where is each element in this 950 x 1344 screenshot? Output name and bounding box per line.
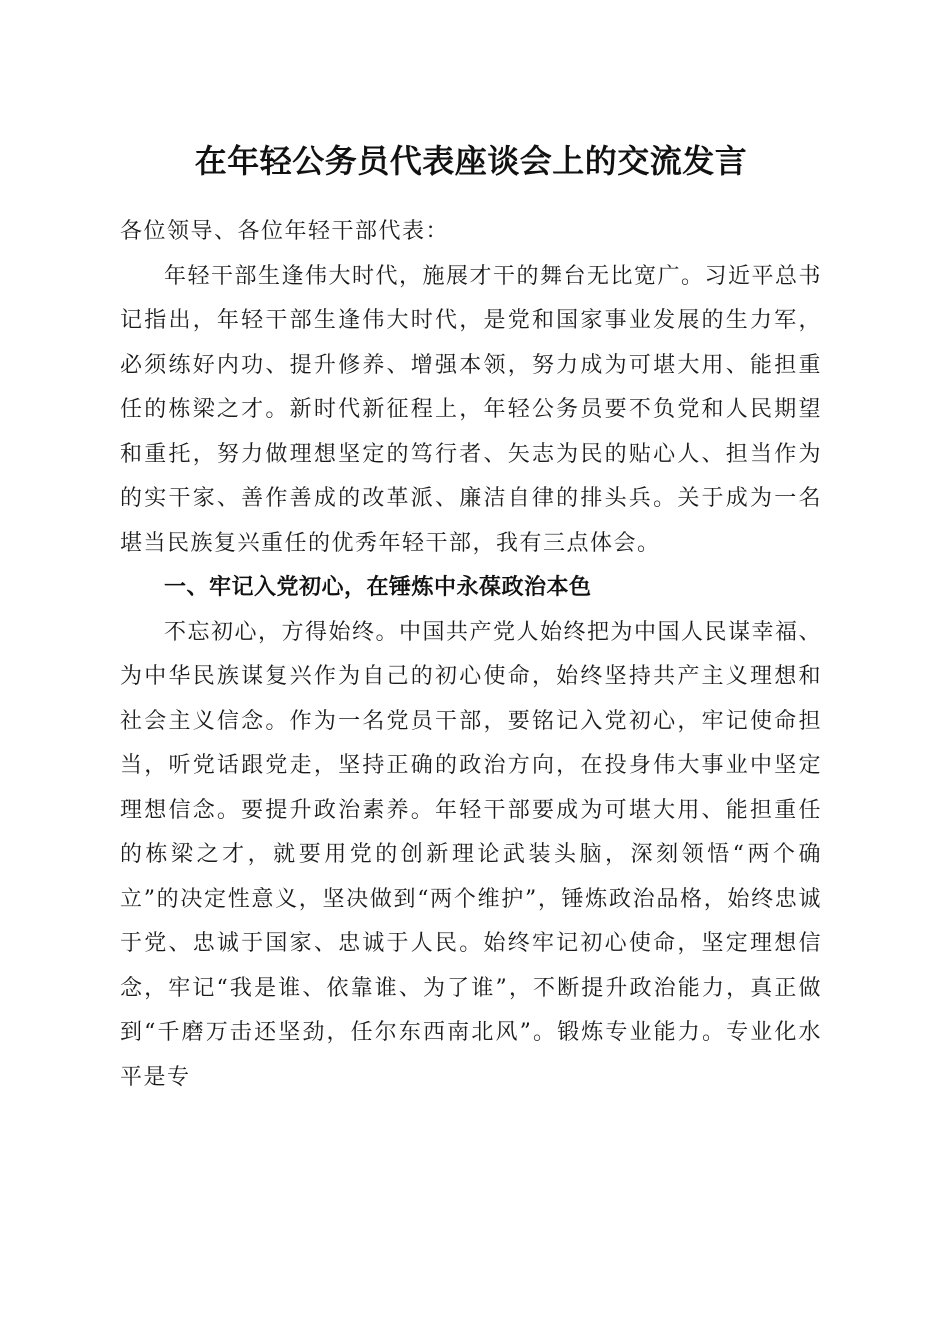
document-title: 在年轻公务员代表座谈会上的交流发言 [194, 142, 748, 180]
document-page [120, 135, 822, 1100]
section-1-paragraph: 不忘初心，方得始终。中国共产党人始终把为中国人民谋幸福、为中华民族谋复兴作为自己的初心使命，始终坚持共产主义理想和社会主义信念。作为一名党员干部，要铭记入党初心，牢记使命担当，听党话跟党走，坚持正确的政治方向，在投身伟大事业中坚定理想信念。要提升政治素养。年轻干部要成为可堪大用、能担重任的栋梁之才，就要用党的创新理论武装头脑，深刻领悟“两个确立”的决定性意义，坚决做到“两个维护”，锤炼政治品格，始终忠诚于党、忠诚于国家、忠诚于人民。始终牢记初心使命，坚定理想信念，牢记“我是谁、依靠谁、为了谁”，不断提升政治能力，真正做到“千磨万击还坚劲，任尔东西南北风”。锻炼专业能力。专业化水平是专 [120, 619, 823, 1090]
section-heading-1: 一、牢记入党初心，在锤炼中永葆政治本色 [164, 575, 592, 600]
intro-paragraph: 年轻干部生逢伟大时代，施展才干的舞台无比宽广。习近平总书记指出，年轻干部生逢伟大时代，是党和国家事业发展的生力军，必须练好内功、提升修养、增强本领，努力成为可堪大用、能担重任的栋梁之才。新时代新征程上，年轻公务员要不负党和人民期望和重托，努力做理想坚定的笃行者、矢志为民的贴心人、担当作为的实干家、善作善成的改革派、廉洁自律的排头兵。关于成为一名堪当民族复兴重任的优秀年轻干部，我有三点体会。 [120, 263, 823, 556]
salutation: 各位领导、各位年轻干部代表： [120, 219, 450, 244]
